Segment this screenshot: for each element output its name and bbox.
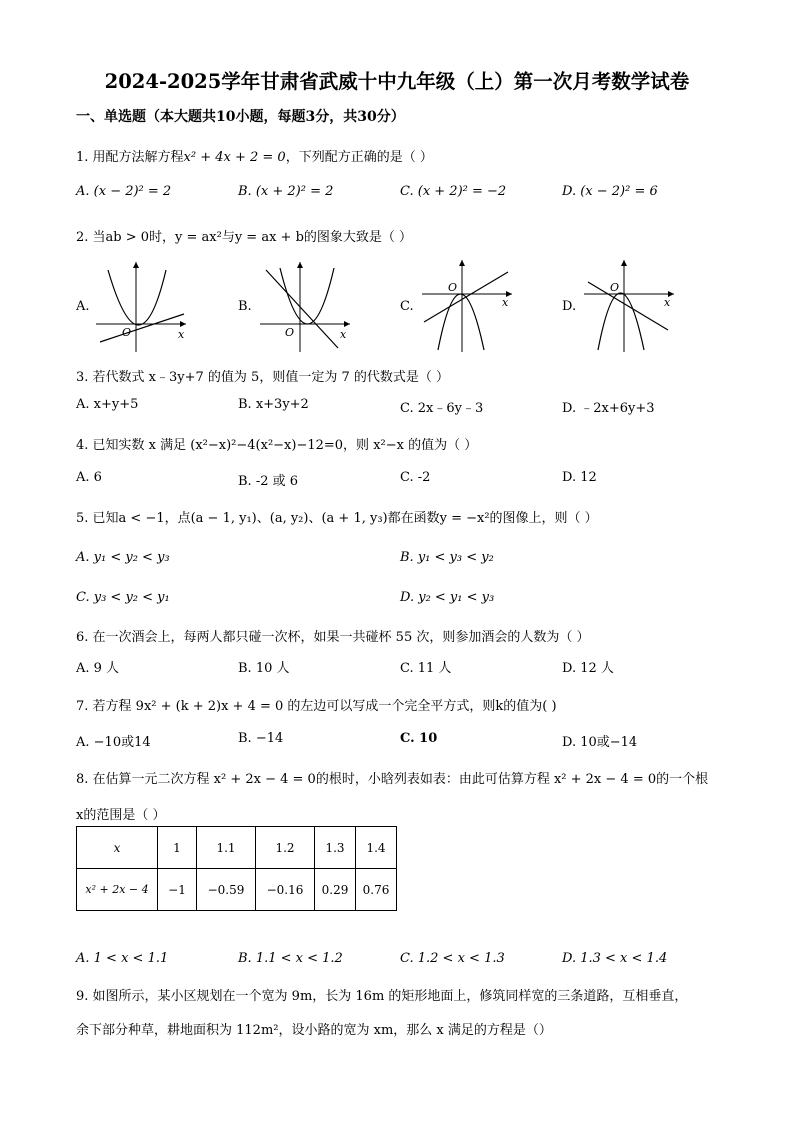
origin-label: O [610,281,620,294]
table-cell: 0.29 [315,869,356,911]
q2-option-a[interactable]: A. [76,299,90,314]
table-cell: 1.4 [356,827,397,869]
q4-option-b[interactable]: B. -2 或 6 [238,474,299,489]
table-row [77,869,397,911]
q7-option-a[interactable]: A. −10或14 [76,735,151,750]
table-cell: 1.1 [197,827,256,869]
table-cell: 1.2 [256,827,315,869]
q9-stem-line1: 9. 如图所示，某小区规划在一个宽为 9m，长为 16m 的矩形地面上，修筑同样宽的三条道路，互相垂直， [76,989,688,1004]
q3-option-c[interactable]: C. 2x﹣6y﹣3 [400,401,484,416]
q3-stem: 3. 若代数式 x﹣3y+7 的值为 5，则值一定为 7 的代数式是（ ） [76,370,449,385]
q2-stem: 2. 当ab > 0时，y = ax²与y = ax + b的图象大致是（ ） [76,230,413,245]
table-cell: x² + 2x − 4 [77,869,158,911]
line-graph [266,270,338,348]
q5-option-d[interactable]: D. y₂ < y₁ < y₃ [400,590,495,605]
q3-option-d[interactable]: D. ﹣2x+6y+3 [562,401,655,416]
q1-stem-post: ，下列配方正确的是（ ） [285,150,433,165]
table-cell: −0.16 [256,869,315,911]
x-axis-label: x [664,296,671,309]
q6-option-d[interactable]: D. 12 人 [562,661,614,676]
y-axis-arrow [621,260,627,266]
table-cell: 1 [158,827,197,869]
parabola [438,294,484,350]
q1-option-c[interactable]: C. (x + 2)² = −2 [400,184,507,199]
q7-option-b[interactable]: B. −14 [238,731,284,746]
q5-option-c[interactable]: C. y₃ < y₂ < y₁ [76,590,170,605]
q4-option-a[interactable]: A. 6 [76,470,102,485]
q8-option-b[interactable]: B. 1.1 < x < 1.2 [238,951,343,966]
x-axis-arrow [344,321,350,327]
y-axis-arrow [133,262,139,268]
q1-option-b[interactable]: B. (x + 2)² = 2 [238,184,334,199]
q6-stem: 6. 在一次酒会上，每两人都只碰一次杯，如果一共碰杯 55 次，则参加酒会的人数为（ ） [76,630,590,645]
q7-option-d[interactable]: D. 10或−14 [562,735,638,750]
q3-option-a[interactable]: A. x+y+5 [76,397,139,412]
q6-option-b[interactable]: B. 10 人 [238,661,290,676]
origin-label: O [448,281,458,294]
q1-option-a[interactable]: A. (x − 2)² = 2 [76,184,172,199]
q2-option-c[interactable]: C. [400,299,414,314]
q8-stem-line1: 8. 在估算一元二次方程 x² + 2x − 4 = 0的根时，小晗列表如表：由此可估算方程 x² + 2x − 4 = 0的一个根 [76,772,709,787]
origin-label: O [285,326,295,339]
q8-value-table [76,826,397,911]
q4-stem: 4. 已知实数 x 满足 (x²−x)²−4(x²−x)−12=0，则 x²−x 的值为（ ） [76,438,478,453]
q2-graph-b [256,258,356,354]
q6-option-c[interactable]: C. 11 人 [400,661,452,676]
x-axis-label: x [502,296,509,309]
q3-option-b[interactable]: B. x+3y+2 [238,397,309,412]
q4-option-d[interactable]: D. 12 [562,470,597,485]
line-graph [424,272,508,322]
q4-option-c[interactable]: C. -2 [400,470,431,485]
table-row [77,827,397,869]
q2-option-b[interactable]: B. [238,299,252,314]
q8-option-c[interactable]: C. 1.2 < x < 1.3 [400,951,505,966]
q8-option-d[interactable]: D. 1.3 < x < 1.4 [562,951,668,966]
table-cell: 1.3 [315,827,356,869]
q1-stem-pre: 1. 用配方法解方程 [76,150,184,165]
section-heading: 一、单选题（本大题共10小题，每题3分，共30分） [76,109,405,125]
parabola [280,268,334,324]
q1-stem [76,146,433,165]
y-axis-arrow [297,262,303,268]
q8-option-a[interactable]: A. 1 < x < 1.1 [76,951,169,966]
q7-option-c[interactable]: C. 10 [400,731,438,746]
q5-option-b[interactable]: B. y₁ < y₃ < y₂ [400,550,494,565]
q2-graph-c [418,258,518,354]
line-graph [588,282,668,330]
q1-stem-eq: x² + 4x + 2 = 0 [183,150,286,165]
table-cell: −1 [158,869,197,911]
x-axis-label: x [178,328,185,341]
table-cell: −0.59 [197,869,256,911]
q2-option-d[interactable]: D. [562,299,577,314]
y-axis-arrow [459,260,465,266]
q7-stem: 7. 若方程 9x² + (k + 2)x + 4 = 0 的左边可以写成一个完全平方式，则k的值为( ) [76,699,557,714]
x-axis-arrow [180,321,186,327]
parabola [108,270,166,325]
table-cell: x [77,827,158,869]
table-cell: 0.76 [356,869,397,911]
q5-option-a[interactable]: A. y₁ < y₂ < y₃ [76,550,170,565]
page-title: 2024-2025学年甘肃省武威十中九年级（上）第一次月考数学试卷 [104,70,690,93]
origin-label: O [122,326,132,339]
q8-stem-line2: x的范围是（ ） [76,808,166,823]
q6-option-a[interactable]: A. 9 人 [76,661,120,676]
q9-stem-line2: 余下部分种草，耕地面积为 112m²，设小路的宽为 xm，那么 x 满足的方程是（） [76,1023,552,1038]
q2-graph-d [580,258,680,354]
q5-stem: 5. 已知a < −1，点(a − 1, y₁)、(a, y₂)、(a + 1, y₃)都在函数y = −x²的图像上，则（ ） [76,511,598,526]
q1-option-d[interactable]: D. (x − 2)² = 6 [562,184,658,199]
line-graph [100,314,184,342]
q2-graph-a [92,258,192,354]
x-axis-label: x [340,328,347,341]
